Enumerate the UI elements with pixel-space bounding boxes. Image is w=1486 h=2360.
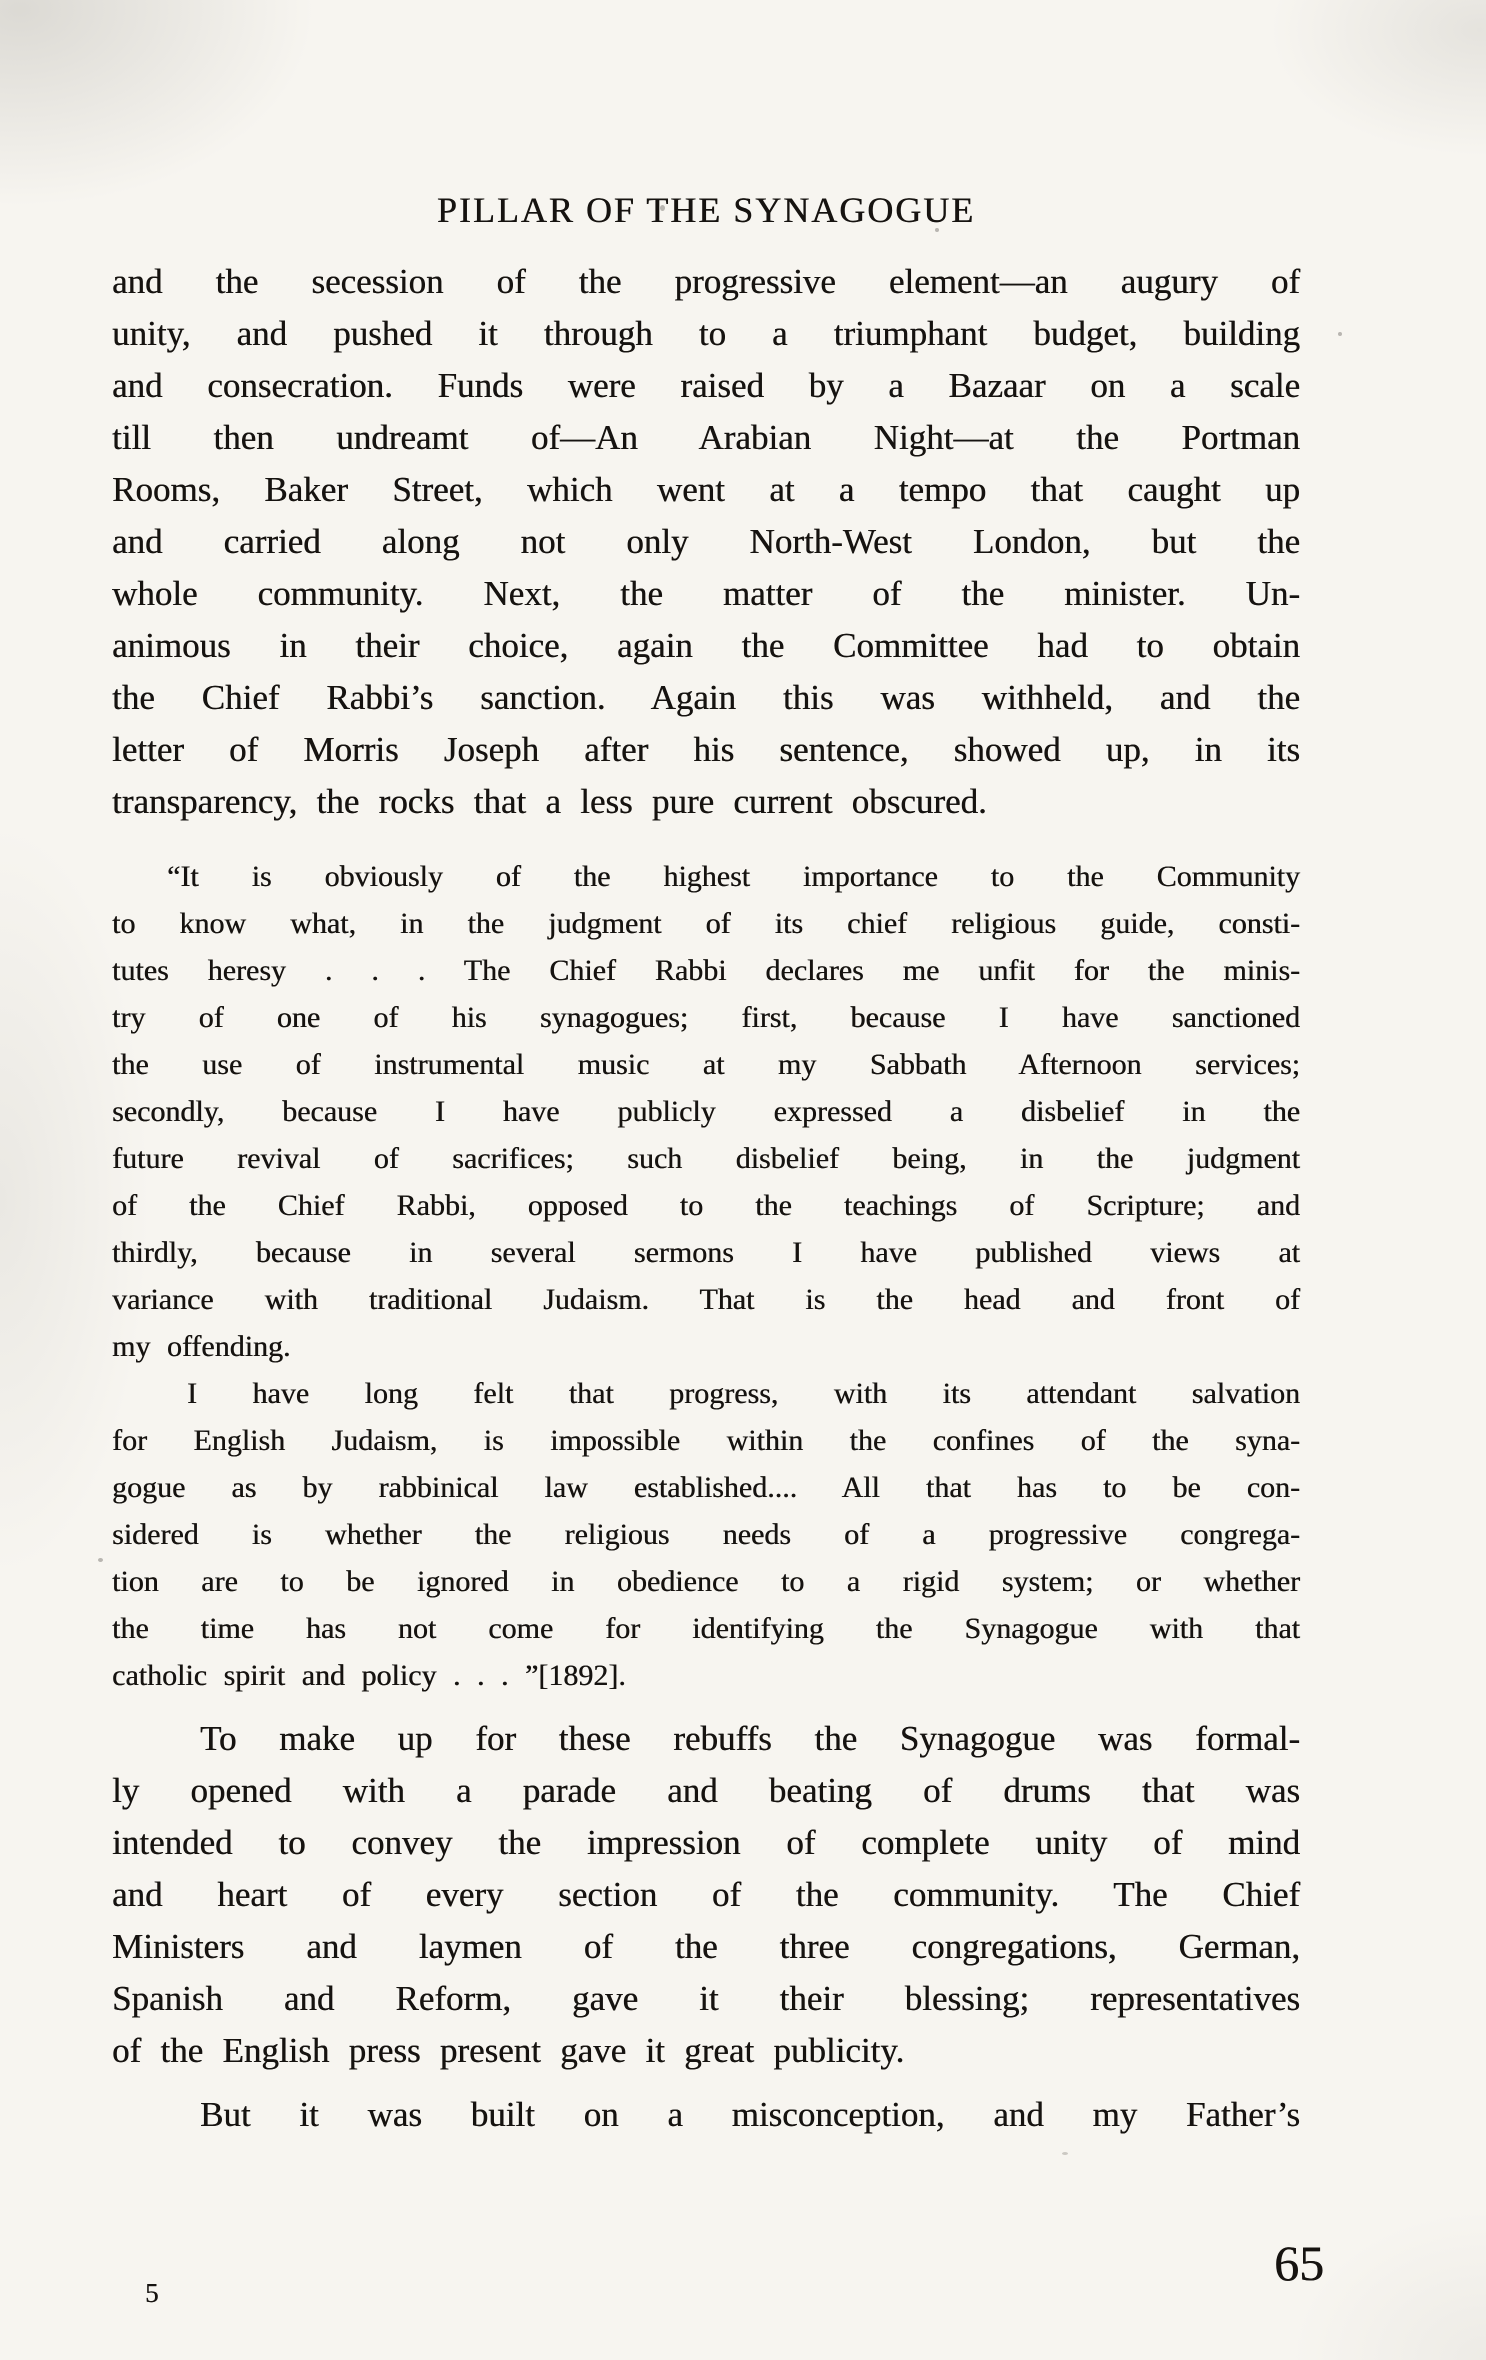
scan-speck — [935, 228, 939, 232]
quote-line: “It is obviously of the highest importance to the Community — [167, 860, 1300, 893]
scan-speck — [660, 205, 665, 211]
text-line: animous in their choice, again the Committee had to obtain — [112, 626, 1300, 665]
quote-line: the time has not come for identifying the Synagogue with that — [112, 1612, 1300, 1645]
signature-mark: 5 — [145, 2278, 159, 2308]
text-line: and carried along not only North-West London, but the — [112, 522, 1300, 561]
quote-line: variance with traditional Judaism. That is the head and front of — [112, 1283, 1300, 1316]
scan-speck — [98, 1558, 103, 1562]
text-line: and consecration. Funds were raised by a Bazaar on a scale — [112, 366, 1300, 405]
quote-line: thirdly, because in several sermons I have published views at — [112, 1236, 1300, 1269]
running-head: PILLAR OF THE SYNAGOGUE — [436, 190, 976, 230]
text-line: the Chief Rabbi’s sanction. Again this was withheld, and the — [112, 678, 1300, 717]
quote-line: sidered is whether the religious needs of a progressive congrega- — [112, 1518, 1300, 1551]
text-line: Spanish and Reform, gave it their blessing; representatives — [112, 1979, 1300, 2018]
scan-speck — [1338, 332, 1342, 336]
text-line: till then undreamt of—An Arabian Night—at the Portman — [112, 418, 1300, 457]
text-line: and the secession of the progressive element—an augury of — [112, 262, 1300, 301]
text-line: Rooms, Baker Street, which went at a tempo that caught up — [112, 470, 1300, 509]
text-line: unity, and pushed it through to a triumphant budget, building — [112, 314, 1300, 353]
block-quote — [112, 853, 1300, 1699]
quote-line: tion are to be ignored in obedience to a rigid system; or whether — [112, 1565, 1300, 1598]
quote-line: of the Chief Rabbi, opposed to the teachings of Scripture; and — [112, 1189, 1300, 1222]
quote-line: catholic spirit and policy . . . ”[1892]. — [112, 1659, 626, 1692]
text-line: But it was built on a misconception, and my Father’s — [200, 2095, 1300, 2134]
quote-line: the use of instrumental music at my Sabbath Afternoon services; — [112, 1048, 1300, 1081]
quote-line: to know what, in the judgment of its chief religious guide, consti- — [112, 907, 1300, 940]
text-line: intended to convey the impression of complete unity of mind — [112, 1823, 1300, 1862]
paragraph-3 — [112, 2089, 1300, 2141]
text-line: ly opened with a parade and beating of drums that was — [112, 1771, 1300, 1810]
paragraph-2 — [112, 1713, 1300, 2077]
text-line: To make up for these rebuffs the Synagogue was formal- — [200, 1719, 1300, 1758]
text-line: letter of Morris Joseph after his sentence, showed up, in its — [112, 730, 1300, 769]
page-body — [112, 190, 1300, 2141]
scan-speck — [1062, 2152, 1068, 2155]
text-line: and heart of every section of the community. The Chief — [112, 1875, 1300, 1914]
quote-line: gogue as by rabbinical law established.... All that has to be con- — [112, 1471, 1300, 1504]
quote-line: I have long felt that progress, with its attendant salvation — [187, 1377, 1300, 1410]
text-line: Ministers and laymen of the three congregations, German, — [112, 1927, 1300, 1966]
text-line: of the English press present gave it great publicity. — [112, 2031, 905, 2070]
quote-line: secondly, because I have publicly expressed a disbelief in the — [112, 1095, 1300, 1128]
quote-line: try of one of his synagogues; first, because I have sanctioned — [112, 1001, 1300, 1034]
text-line: transparency, the rocks that a less pure current obscured. — [112, 782, 987, 821]
page-number: 65 — [1274, 2235, 1324, 2291]
paragraph-1 — [112, 256, 1300, 828]
text-line: whole community. Next, the matter of the minister. Un- — [112, 574, 1300, 613]
quote-line: my offending. — [112, 1330, 291, 1363]
quote-line: for English Judaism, is impossible within the confines of the syna- — [112, 1424, 1300, 1457]
quote-line: tutes heresy . . . The Chief Rabbi declares me unfit for the minis- — [112, 954, 1300, 987]
quote-line: future revival of sacrifices; such disbelief being, in the judgment — [112, 1142, 1300, 1175]
